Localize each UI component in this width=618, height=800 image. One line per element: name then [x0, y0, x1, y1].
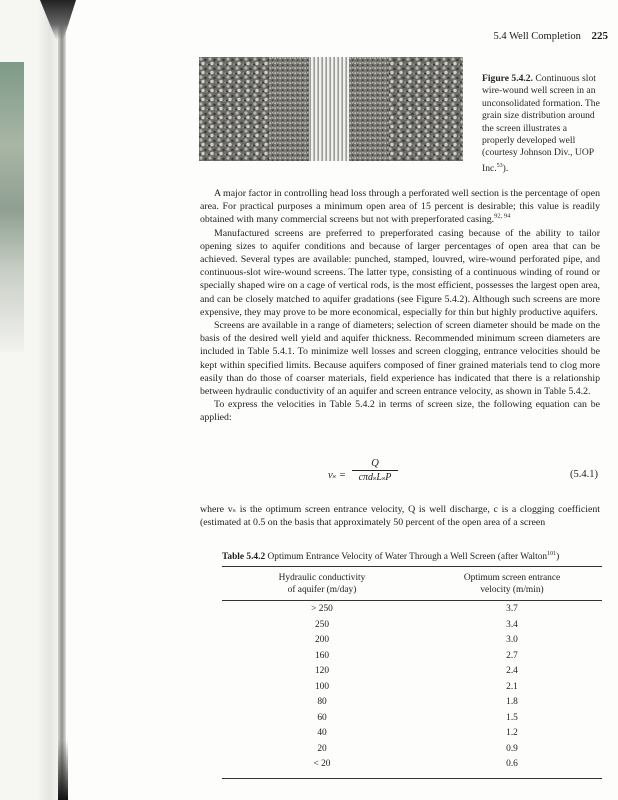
cell-velocity: 2.1: [506, 681, 518, 692]
table-body: [222, 604, 602, 775]
cell-velocity: 3.0: [506, 635, 518, 645]
cell-conductivity: 100: [314, 681, 330, 692]
paragraph: To express the velocities in Table 5.4.2 in terms of screen size, the following equation can be applied:: [200, 399, 600, 424]
cell-velocity: 2.4: [506, 666, 518, 676]
cell-velocity: 0.9: [506, 743, 518, 754]
paragraph-text: A major factor in controlling head loss through a perforated well section is the percentage of open area. For practical purposes a minimum open area of 15 percent is desirable; this value is readily obtained with many commercial screens but not with preperforated casing.: [200, 188, 600, 226]
equation-denominator: cπdₛLₛP: [358, 472, 392, 483]
header-line: Hydraulic conductivity: [278, 573, 366, 583]
table-row: [222, 697, 602, 713]
cell-conductivity: < 20: [313, 759, 331, 769]
cell-conductivity: 40: [317, 728, 327, 738]
table-row: [222, 666, 602, 682]
table-title-end: ): [556, 552, 560, 563]
header-line: of aquifer (m/day): [287, 585, 357, 595]
book-spine: [58, 0, 66, 800]
table-label: Table 5.4.2: [222, 552, 266, 563]
cell-conductivity: 250: [314, 619, 330, 630]
cell-velocity: 3.4: [506, 619, 518, 630]
table-row: [222, 604, 602, 620]
equation-numerator: Q: [352, 458, 398, 471]
cell-velocity: 0.6: [506, 759, 518, 769]
table-row: [222, 728, 602, 744]
equation-5-4-1: [200, 456, 600, 496]
table-top-rule: [222, 566, 602, 567]
paragraph: where vₛ is the optimum screen entrance velocity, Q is well discharge, c is a clogging coefficient (estimated at 0.5 on the basis that approximately 50 percent of the open area of a screen: [200, 504, 600, 529]
table-row: [222, 635, 602, 651]
figure-caption: [482, 73, 600, 175]
cell-velocity: 1.8: [506, 697, 518, 707]
cell-conductivity: > 250: [311, 604, 333, 614]
table-bottom-rule: [222, 778, 602, 779]
cell-velocity: 3.7: [506, 604, 518, 614]
figure-caption-end: ).: [502, 163, 509, 175]
page-number: 225: [591, 30, 608, 42]
figure-label: Figure 5.4.2.: [482, 73, 533, 84]
table-row: [222, 651, 602, 667]
equation-lhs: vₛ =: [328, 470, 346, 481]
table-header-velocity: [422, 572, 602, 596]
cell-conductivity: 200: [314, 635, 330, 645]
figure-caption-ref: 53: [496, 162, 503, 169]
table-title-ref: 101: [547, 551, 557, 557]
citation: 92, 94: [494, 213, 511, 221]
gravel-and-screen-image: [199, 57, 463, 161]
equation-fraction: [352, 458, 398, 483]
cell-velocity: 2.7: [506, 650, 518, 661]
cell-conductivity: 160: [314, 650, 330, 661]
cell-conductivity: 80: [317, 697, 327, 707]
running-header: [460, 30, 608, 42]
cell-velocity: 1.2: [506, 728, 518, 738]
facing-page-photo-fade: [0, 272, 24, 352]
body-text: [200, 187, 600, 425]
facing-page-photo-edge: [0, 62, 24, 272]
table-title-text: Optimum Entrance Velocity of Water Through a Well Screen (after Walton: [267, 552, 548, 563]
table-row: [222, 759, 602, 775]
cell-conductivity: 60: [317, 712, 327, 723]
header-line: Optimum screen entrance: [463, 573, 561, 583]
paragraph: Manufactured screens are preferred to preperforated casing because of the ability to tailor opening sizes to aquifer conditions and because of larger percentages of open area that can be achieved. Several types are available: punched, stamped, louvred, wire-wound perforated pipe, and continuous-slot wire-wound screens. The latter type, consisting of a continuous winding of round or specially shaped wire on a cage of vertical rods, is the most efficient, possesses the largest open area, and can be closely matched to aquifer gradations (see Figure 5.4.2). Although such screens are more expensive, they may prove to be more economical, especially for thin but highly productive aquifers.: [200, 227, 600, 318]
cell-velocity: 1.5: [506, 712, 518, 723]
body-text-continued: [200, 503, 600, 529]
table-row: [222, 682, 602, 698]
table-header-rule: [222, 600, 602, 601]
section-title: 5.4 Well Completion: [493, 31, 581, 42]
table-row: [222, 744, 602, 760]
well-screen-photo: [199, 57, 463, 161]
cell-conductivity: 120: [314, 666, 330, 676]
cell-conductivity: 20: [317, 743, 327, 754]
paragraph: Screens are available in a range of diameters; selection of screen diameter should be made on the basis of the desired well yield and aquifer thickness. Recommended minimum screen diameters are included in Table 5.4.1. To minimize well losses and screen clogging, entrance velocities should be kept within specified limits. Because aquifers composed of finer grained materials tend to clog more easily than do those of coarser materials, field experience has indicated that there is a relationship between hydraulic conductivity of an aquifer and screen entrance velocity, as shown in Table 5.4.2.: [200, 320, 600, 398]
table-header-conductivity: [232, 572, 412, 596]
paragraph: [200, 187, 600, 227]
figure-caption-text: Continuous slot wire-wound well screen in an unconsolidated formation. The grain size distribution around the screen illustrates a properly developed well (courtesy Johnson Div., UOP Inc.: [482, 73, 600, 175]
equation-number: (5.4.1): [570, 469, 598, 480]
header-line: velocity (m/min): [480, 585, 544, 595]
spine-shadow-bottom: [58, 740, 68, 800]
table-row: [222, 713, 602, 729]
table-row: [222, 620, 602, 636]
table-title: [222, 551, 602, 562]
